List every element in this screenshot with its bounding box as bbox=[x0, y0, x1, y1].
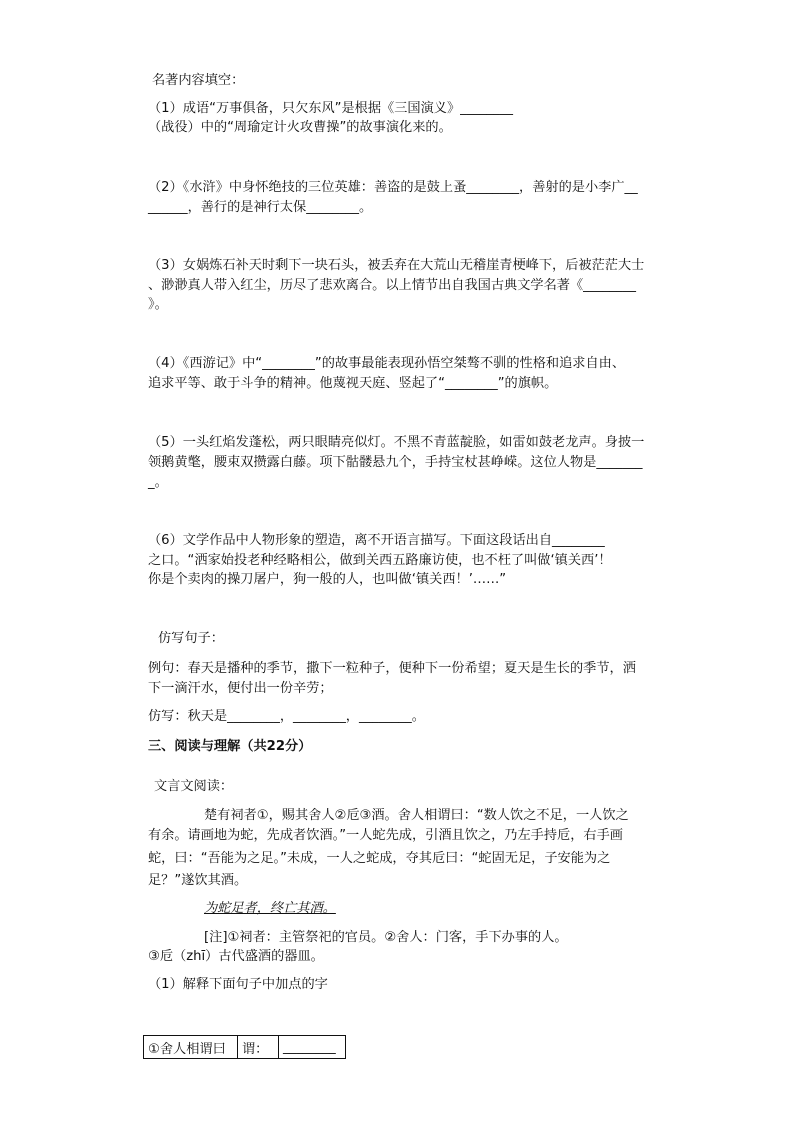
q1-line-1: （1）成语“万事俱备，只欠东风”是根据《三国演义》________ bbox=[148, 101, 513, 116]
table-row bbox=[144, 1036, 346, 1059]
q3-line-3: 》。 bbox=[148, 297, 168, 312]
phrase-cell: ①舍人相谓曰 bbox=[144, 1036, 238, 1059]
q4-line-1: （4）《西游记》中“________”的故事最能表现孙悟空桀骜不驯的性格和追求自由、 bbox=[148, 356, 626, 371]
q5-line-1: （5）一头红焰发蓬松，两只眼睛亮似灯。不黑不青蓝靛脸，如雷如鼓老龙声。身披一 bbox=[148, 435, 645, 450]
section-three-title: 三、阅读与理解（共22分） bbox=[148, 739, 312, 754]
moral-line: 为蛇足者，终亡其酒。 bbox=[204, 901, 336, 916]
answer-table bbox=[143, 1035, 346, 1059]
classical-reading-label: 文言文阅读： bbox=[154, 779, 234, 794]
example-line-1: 例句：春天是播种的季节，撒下一粒种子，便种下一份希望；夏天是生长的季节，洒 bbox=[148, 661, 636, 676]
note-line-2: ③卮（zhī）古代盛酒的器皿。 bbox=[148, 949, 324, 964]
q3-line-1: （3）女娲炼石补天时剩下一块石头，被丢弃在大荒山无稽崖青梗峰下，后被茫茫大士 bbox=[148, 258, 645, 273]
q6-line-2: 之口。“洒家始投老种经略相公，做到关西五路廉访使，也不枉了叫做‘镇关西’！ bbox=[148, 553, 612, 568]
imitate-heading: 仿写句子： bbox=[158, 631, 224, 646]
q2-line-1: （2）《水浒》中身怀绝技的三位英雄：善盗的是鼓上蚤________，善射的是小李广__ bbox=[148, 180, 638, 195]
imitate-line: 仿写：秋天是________，________，________。 bbox=[148, 709, 425, 724]
word-cell: 谓： bbox=[238, 1036, 279, 1059]
q3-line-2: 、渺渺真人带入红尘，历尽了悲欢离合。以上情节出自我国古典文学名著《________ bbox=[148, 278, 636, 293]
example-line-2: 下一滴汗水，便付出一份辛劳； bbox=[148, 681, 333, 696]
q5-line-3: _。 bbox=[148, 475, 168, 490]
answer-blank-cell[interactable]: ________ bbox=[279, 1036, 346, 1059]
q4-line-2: 追求平等、敢于斗争的精神。他蔑视天庭、竖起了“________”的旗帜。 bbox=[148, 376, 558, 391]
fill-heading: 名著内容填空： bbox=[152, 73, 245, 88]
passage-line-4: 足？”遂饮其酒。 bbox=[148, 873, 248, 888]
q6-line-1: （6）文学作品中人物形象的塑造，离不开语言描写。下面这段话出自________ bbox=[148, 533, 605, 548]
question-1: （1）解释下面句子中加点的字 bbox=[148, 977, 328, 992]
passage-line-1: 楚有祠者①，赐其舍人②卮③酒。舍人相谓曰：“数人饮之不足，一人饮之 bbox=[204, 808, 629, 823]
q6-line-3: 你是个卖肉的操刀屠户，狗一般的人，也叫做‘镇关西！’……” bbox=[148, 572, 507, 587]
passage-line-3: 蛇，曰：“吾能为之足。”未成，一人之蛇成，夺其卮曰：“蛇固无足，子安能为之 bbox=[148, 851, 611, 866]
passage-line-2: 有余。请画地为蛇，先成者饮酒。”一人蛇先成，引酒且饮之，乃左手持卮，右手画 bbox=[148, 828, 623, 843]
q5-line-2: 领鹅黄氅，腰束双攒露白藤。项下骷髅悬九个，手持宝杖甚峥嵘。这位人物是_______ bbox=[148, 455, 643, 470]
q2-line-2: ______，善行的是神行太保________。 bbox=[148, 200, 373, 215]
note-line-1: [注]①祠者：主管祭祀的官员。②舍人：门客，手下办事的人。 bbox=[204, 930, 568, 945]
q1-line-2: （战役）中的“周瑜定计火攻曹操”的故事演化来的。 bbox=[148, 120, 452, 135]
